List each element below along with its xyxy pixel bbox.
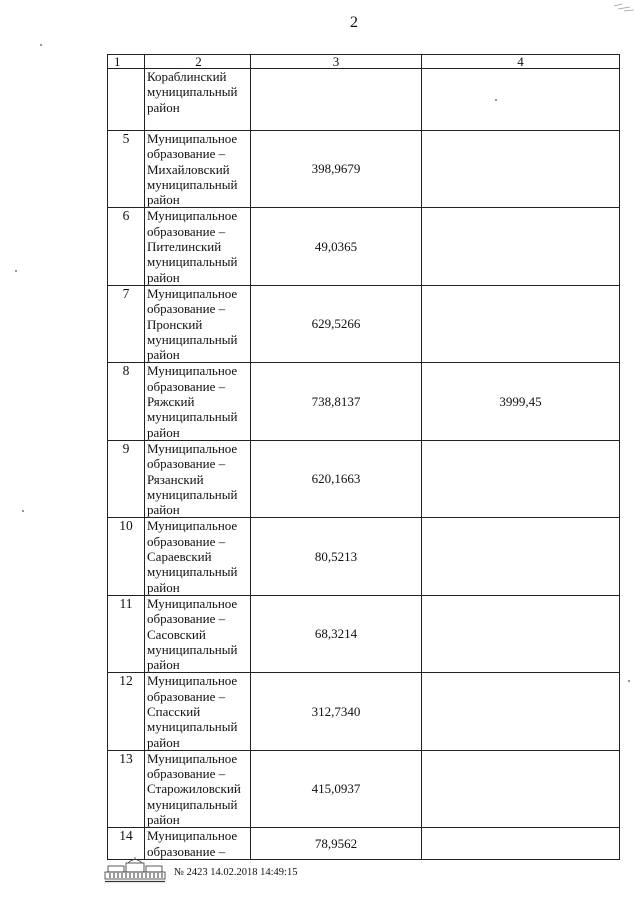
municipality-name-cell <box>145 595 251 672</box>
municipality-name-line: образование – <box>147 301 226 317</box>
total-cell <box>422 828 620 860</box>
municipality-name-line: район <box>147 269 180 285</box>
total-cell <box>422 208 620 285</box>
header-cell: 4 <box>422 55 620 69</box>
municipality-name-line: Муниципальное <box>147 131 238 146</box>
municipality-name-cell <box>145 285 251 362</box>
municipality-name-line: образование – <box>147 611 226 627</box>
municipality-name-cell <box>145 208 251 285</box>
total-cell <box>422 131 620 208</box>
amount-cell: 80,5213 <box>251 518 422 595</box>
municipality-name-line: муниципальный <box>147 254 238 270</box>
municipality-name-line: Муниципальное <box>147 673 238 689</box>
municipality-name-line: Сараевский <box>147 549 212 565</box>
table-row <box>108 440 620 517</box>
scan-dot <box>22 510 24 512</box>
municipality-name-line: Сасовский <box>147 626 206 642</box>
municipality-name-line: образование – <box>147 223 226 239</box>
scan-dot <box>15 270 17 272</box>
total-cell <box>422 440 620 517</box>
municipality-name-line: Пронский <box>147 316 203 332</box>
municipality-name-line: образование – <box>147 533 226 549</box>
municipality-name-line: образование – <box>147 146 226 162</box>
municipality-name-line: район <box>147 424 180 440</box>
municipality-name-line: район <box>147 99 180 115</box>
municipality-name-cell <box>145 828 251 860</box>
amount-cell: 68,3214 <box>251 595 422 672</box>
row-number-cell <box>108 69 145 131</box>
municipality-name-line: образование – <box>147 456 226 472</box>
municipality-name-line: район <box>147 812 180 828</box>
amount-cell: 415,0937 <box>251 750 422 827</box>
municipality-name-line: муниципальный <box>147 719 238 735</box>
municipality-name-line: образование – <box>147 378 226 394</box>
municipality-name-line: образование – <box>147 766 226 782</box>
municipality-name-cell <box>145 363 251 440</box>
government-building-icon <box>104 857 166 883</box>
page-number: 2 <box>350 14 358 31</box>
amount-cell: 629,5266 <box>251 285 422 362</box>
municipality-name-line: Спасский <box>147 703 201 719</box>
header-cell: 2 <box>145 55 251 69</box>
row-number-cell: 8 <box>108 363 145 440</box>
municipality-name-line: Ряжский <box>147 394 195 410</box>
municipality-name-line: муниципальный <box>147 84 238 100</box>
row-number-cell: 6 <box>108 208 145 285</box>
municipality-name-line: район <box>147 502 180 518</box>
total-cell: 3999,45 <box>422 363 620 440</box>
municipality-name-line: образование – <box>147 688 226 704</box>
row-number-cell: 11 <box>108 595 145 672</box>
municipality-name-line: Муниципальное <box>147 750 238 766</box>
total-cell <box>422 69 620 131</box>
table-row <box>108 595 620 672</box>
total-cell <box>422 750 620 827</box>
municipality-name-line: муниципальный <box>147 176 238 192</box>
municipality-name-line: Муниципальное <box>147 440 238 456</box>
municipality-name-line: Пителинский <box>147 239 222 255</box>
table-row <box>108 363 620 440</box>
amount-cell: 620,1663 <box>251 440 422 517</box>
municipality-name-cell <box>145 131 251 208</box>
amount-cell: 738,8137 <box>251 363 422 440</box>
row-number-cell: 5 <box>108 131 145 208</box>
municipality-name-line: район <box>147 579 180 595</box>
table-header-row <box>108 55 620 69</box>
municipality-name-line: район <box>147 192 180 208</box>
municipality-name-line: муниципальный <box>147 641 238 657</box>
municipality-name-line: муниципальный <box>147 331 238 347</box>
municipality-name-line: Муниципальное <box>147 363 238 379</box>
municipality-name-cell <box>145 750 251 827</box>
table-row <box>108 208 620 285</box>
municipality-name-cell <box>145 69 251 131</box>
municipality-name-line: район <box>147 734 180 750</box>
row-number-cell: 7 <box>108 285 145 362</box>
table-row <box>108 69 620 131</box>
row-number-cell: 10 <box>108 518 145 595</box>
municipality-name-line: район <box>147 347 180 363</box>
table-row <box>108 518 620 595</box>
municipality-name-line: Кораблинский <box>147 69 227 84</box>
amount-cell <box>251 69 422 131</box>
total-cell <box>422 595 620 672</box>
municipality-name-line: муниципальный <box>147 409 238 425</box>
municipality-name-cell <box>145 518 251 595</box>
amount-cell: 312,7340 <box>251 673 422 750</box>
table-row <box>108 285 620 362</box>
municipality-name-line: Михайловский <box>147 161 230 177</box>
row-number-cell: 12 <box>108 673 145 750</box>
header-cell: 3 <box>251 55 422 69</box>
municipality-name-line: образование – <box>147 843 226 859</box>
table-row <box>108 750 620 827</box>
scan-dot <box>40 44 42 46</box>
table-row <box>108 673 620 750</box>
amount-cell: 78,9562 <box>251 828 422 860</box>
municipality-name-cell <box>145 440 251 517</box>
row-number-cell: 14 <box>108 828 145 860</box>
municipality-name-cell <box>145 673 251 750</box>
municipality-name-line: Муниципальное <box>147 208 238 224</box>
municipality-name-line: Муниципальное <box>147 595 238 611</box>
scan-noise-mark <box>612 2 636 14</box>
municipality-name-line: муниципальный <box>147 486 238 502</box>
total-cell <box>422 518 620 595</box>
table-row <box>108 131 620 208</box>
amount-cell: 398,9679 <box>251 131 422 208</box>
municipality-name-line: Старожиловский <box>147 781 241 797</box>
municipality-name-line: Муниципальное <box>147 828 238 844</box>
row-number-cell: 9 <box>108 440 145 517</box>
row-number-cell: 13 <box>108 750 145 827</box>
municipality-name-line: муниципальный <box>147 564 238 580</box>
scan-dot <box>628 680 630 682</box>
amount-cell: 49,0365 <box>251 208 422 285</box>
municipality-name-line: район <box>147 657 180 673</box>
municipal-table <box>107 54 620 860</box>
registration-stamp: № 2423 14.02.2018 14:49:15 <box>174 867 298 878</box>
municipality-name-line: Муниципальное <box>147 285 238 301</box>
table-row <box>108 828 620 860</box>
total-cell <box>422 285 620 362</box>
total-cell <box>422 673 620 750</box>
header-cell: 1 <box>108 55 145 69</box>
municipality-name-line: муниципальный <box>147 796 238 812</box>
municipality-name-line: Рязанский <box>147 471 204 487</box>
municipality-name-line: Муниципальное <box>147 518 238 534</box>
